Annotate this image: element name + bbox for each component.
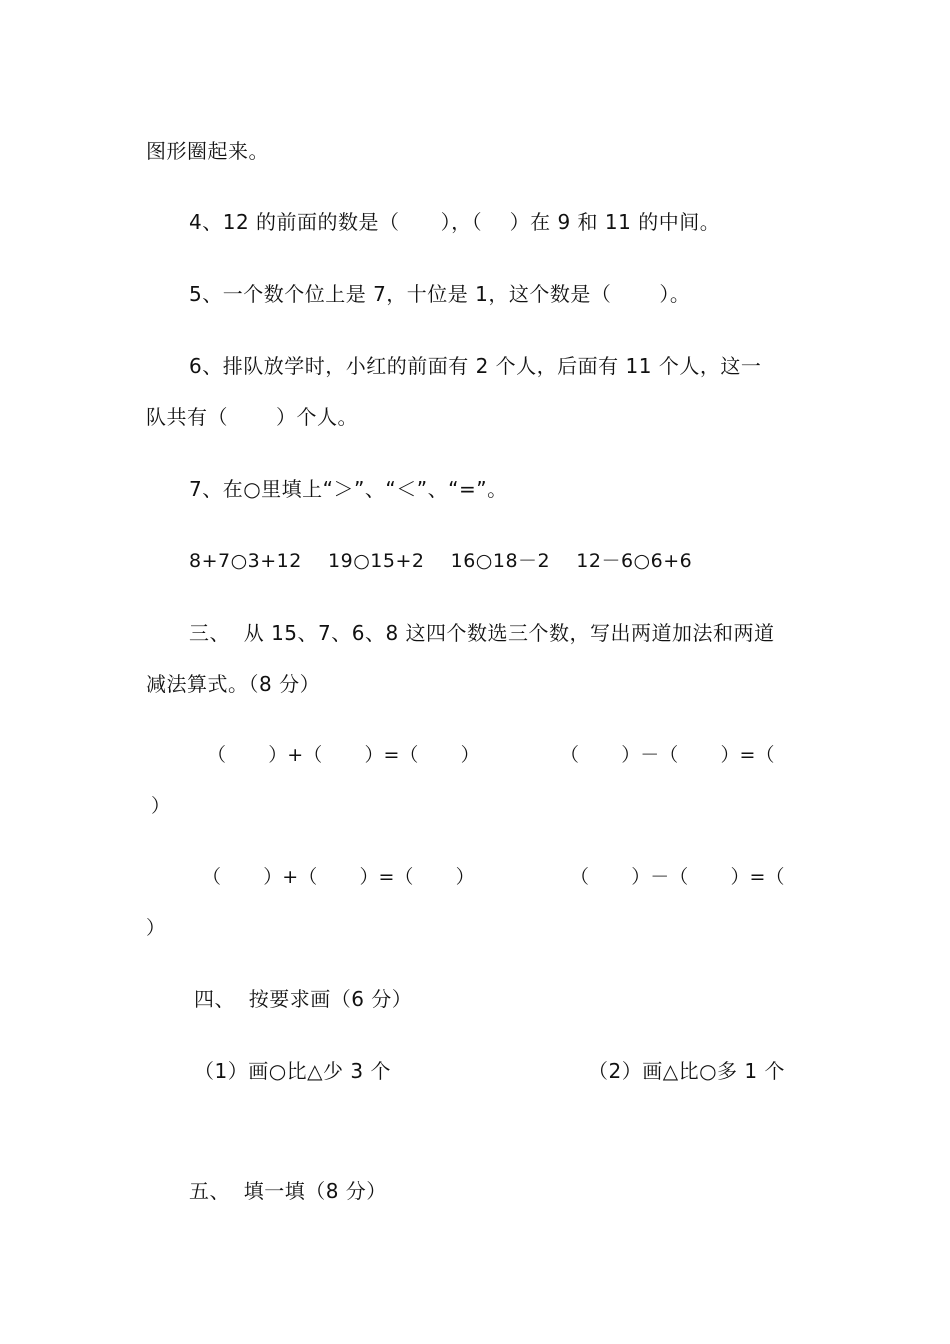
question-4: 4、12 的前面的数是（ ），（ ）在 9 和 11 的中间。 <box>189 210 721 234</box>
section-5-heading: 五、 填一填（8 分） <box>189 1179 387 1203</box>
draw-task-1: （1）画○比△少 3 个 <box>194 1059 391 1083</box>
draw-task-2: （2）画△比○多 1 个 <box>588 1059 785 1083</box>
question-7: 7、在○里填上“＞”、“＜”、“=”。 <box>189 477 508 501</box>
addition-equation-2: （ ）+（ ）=（ ） <box>202 866 475 888</box>
subtraction-equation-2: （ ）－（ ）=（ <box>570 866 785 888</box>
section-3-heading: 三、 从 15、7、6、8 这四个数选三个数，写出两道加法和两道 <box>189 621 775 645</box>
subtraction-equation-2-close: ） <box>146 917 166 939</box>
subtraction-equation-1: （ ）－（ ）=（ <box>560 744 775 766</box>
addition-equation-1: （ ）+（ ）=（ ） <box>207 744 480 766</box>
section-4-heading: 四、 按要求画（6 分） <box>194 987 413 1011</box>
section-3-heading-cont: 减法算式。（8 分） <box>146 672 321 696</box>
text-line-figure-circle: 图形圈起来。 <box>146 139 269 163</box>
question-6-line2: 队共有（ ）个人。 <box>146 405 359 429</box>
question-5: 5、一个数个位上是 7，十位是 1，这个数是（ ）。 <box>189 282 691 306</box>
subtraction-equation-1-close: ） <box>151 795 171 817</box>
question-6-line1: 6、排队放学时，小红的前面有 2 个人，后面有 11 个人，这一 <box>189 354 762 378</box>
question-7-comparisons: 8+7○3+12 19○15+2 16○18－2 12－6○6+6 <box>189 550 693 572</box>
